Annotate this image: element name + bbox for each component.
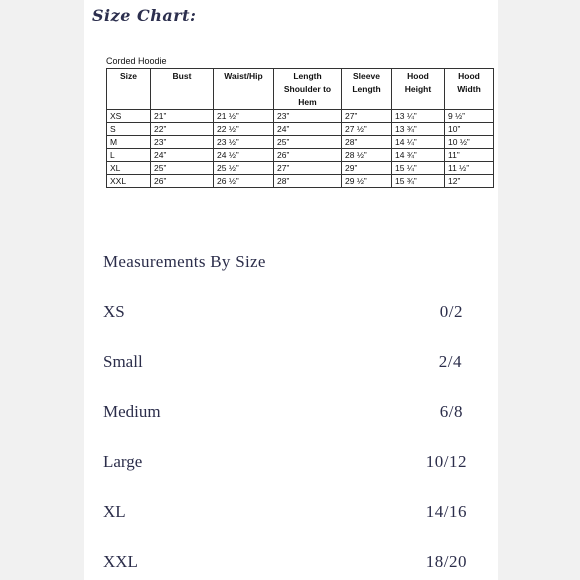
table-cell: 25” — [151, 162, 214, 175]
table-row — [107, 136, 494, 149]
header-bust: Bust — [151, 69, 214, 110]
table-cell: 11 ½” — [445, 162, 494, 175]
table-cell: 25 ½” — [214, 162, 274, 175]
measurement-range: 18/20 — [425, 552, 467, 571]
table-cell: 14 ¼” — [392, 136, 445, 149]
table-cell: 27” — [274, 162, 342, 175]
table-cell: 29 ½” — [342, 175, 392, 188]
table-cell: 28” — [274, 175, 342, 188]
table-cell: 23” — [274, 110, 342, 123]
table-header-row — [107, 69, 494, 110]
size-chart-page — [84, 0, 498, 580]
table-cell: 24” — [274, 123, 342, 136]
table-cell: 27 ½” — [342, 123, 392, 136]
table-cell: 26” — [274, 149, 342, 162]
table-cell: 28 ½” — [342, 149, 392, 162]
table-cell: 10 ½” — [445, 136, 494, 149]
measurements-heading: Measurements By Size — [103, 252, 266, 271]
measurement-row-xxl — [103, 552, 473, 576]
table-cell: 13 ¼” — [392, 110, 445, 123]
table-cell: 15 ¾” — [392, 175, 445, 188]
table-cell: 9 ½” — [445, 110, 494, 123]
measurement-size: XXL — [103, 552, 138, 571]
table-cell: M — [107, 136, 151, 149]
header-waist-hip: Waist/Hip — [214, 69, 274, 110]
measurement-row-xl — [103, 502, 473, 526]
measurement-row-large — [103, 452, 473, 476]
table-cell: L — [107, 149, 151, 162]
measurement-range: 14/16 — [425, 502, 467, 521]
measurement-row-small — [103, 352, 473, 376]
table-cell: 14 ¾” — [392, 149, 445, 162]
table-cell: 15 ¼” — [392, 162, 445, 175]
table-caption: Corded Hoodie — [106, 56, 167, 66]
table-row — [107, 162, 494, 175]
measurement-range: 6/8 — [439, 402, 463, 421]
table-cell: 23 ½” — [214, 136, 274, 149]
table-cell: 28” — [342, 136, 392, 149]
header-size: Size — [107, 69, 151, 110]
header-length: Length Shoulder to Hem — [274, 69, 342, 110]
table-row — [107, 149, 494, 162]
table-cell: 27” — [342, 110, 392, 123]
table-cell: 29” — [342, 162, 392, 175]
header-hood-height: Hood Height — [392, 69, 445, 110]
measurement-size: Small — [103, 352, 143, 371]
size-chart-title: Size Chart: — [92, 6, 197, 25]
table-row — [107, 175, 494, 188]
table-cell: 22” — [151, 123, 214, 136]
table-cell: 21 ½” — [214, 110, 274, 123]
table-cell: 22 ½” — [214, 123, 274, 136]
table-cell: 10” — [445, 123, 494, 136]
table-cell: 24” — [151, 149, 214, 162]
measurement-range: 0/2 — [439, 302, 463, 321]
table-cell: 11” — [445, 149, 494, 162]
measurement-row-medium — [103, 402, 473, 426]
table-cell: 13 ¾” — [392, 123, 445, 136]
table-cell: XXL — [107, 175, 151, 188]
measurement-row-xs — [103, 302, 473, 326]
table-row — [107, 123, 494, 136]
table-cell: XL — [107, 162, 151, 175]
table-cell: 25” — [274, 136, 342, 149]
table-cell: 21” — [151, 110, 214, 123]
table-cell: 26” — [151, 175, 214, 188]
measurement-range: 2/4 — [438, 352, 462, 371]
measurement-range: 10/12 — [425, 452, 467, 471]
measurement-size: XS — [103, 302, 125, 321]
table-cell: S — [107, 123, 151, 136]
size-table — [106, 68, 494, 188]
header-sleeve-length: Sleeve Length — [342, 69, 392, 110]
header-hood-width: Hood Width — [445, 69, 494, 110]
table-row — [107, 110, 494, 123]
table-cell: XS — [107, 110, 151, 123]
table-cell: 23” — [151, 136, 214, 149]
measurement-size: XL — [103, 502, 126, 521]
table-cell: 24 ½” — [214, 149, 274, 162]
measurement-size: Medium — [103, 402, 161, 421]
table-cell: 26 ½” — [214, 175, 274, 188]
measurement-size: Large — [103, 452, 143, 471]
table-cell: 12” — [445, 175, 494, 188]
